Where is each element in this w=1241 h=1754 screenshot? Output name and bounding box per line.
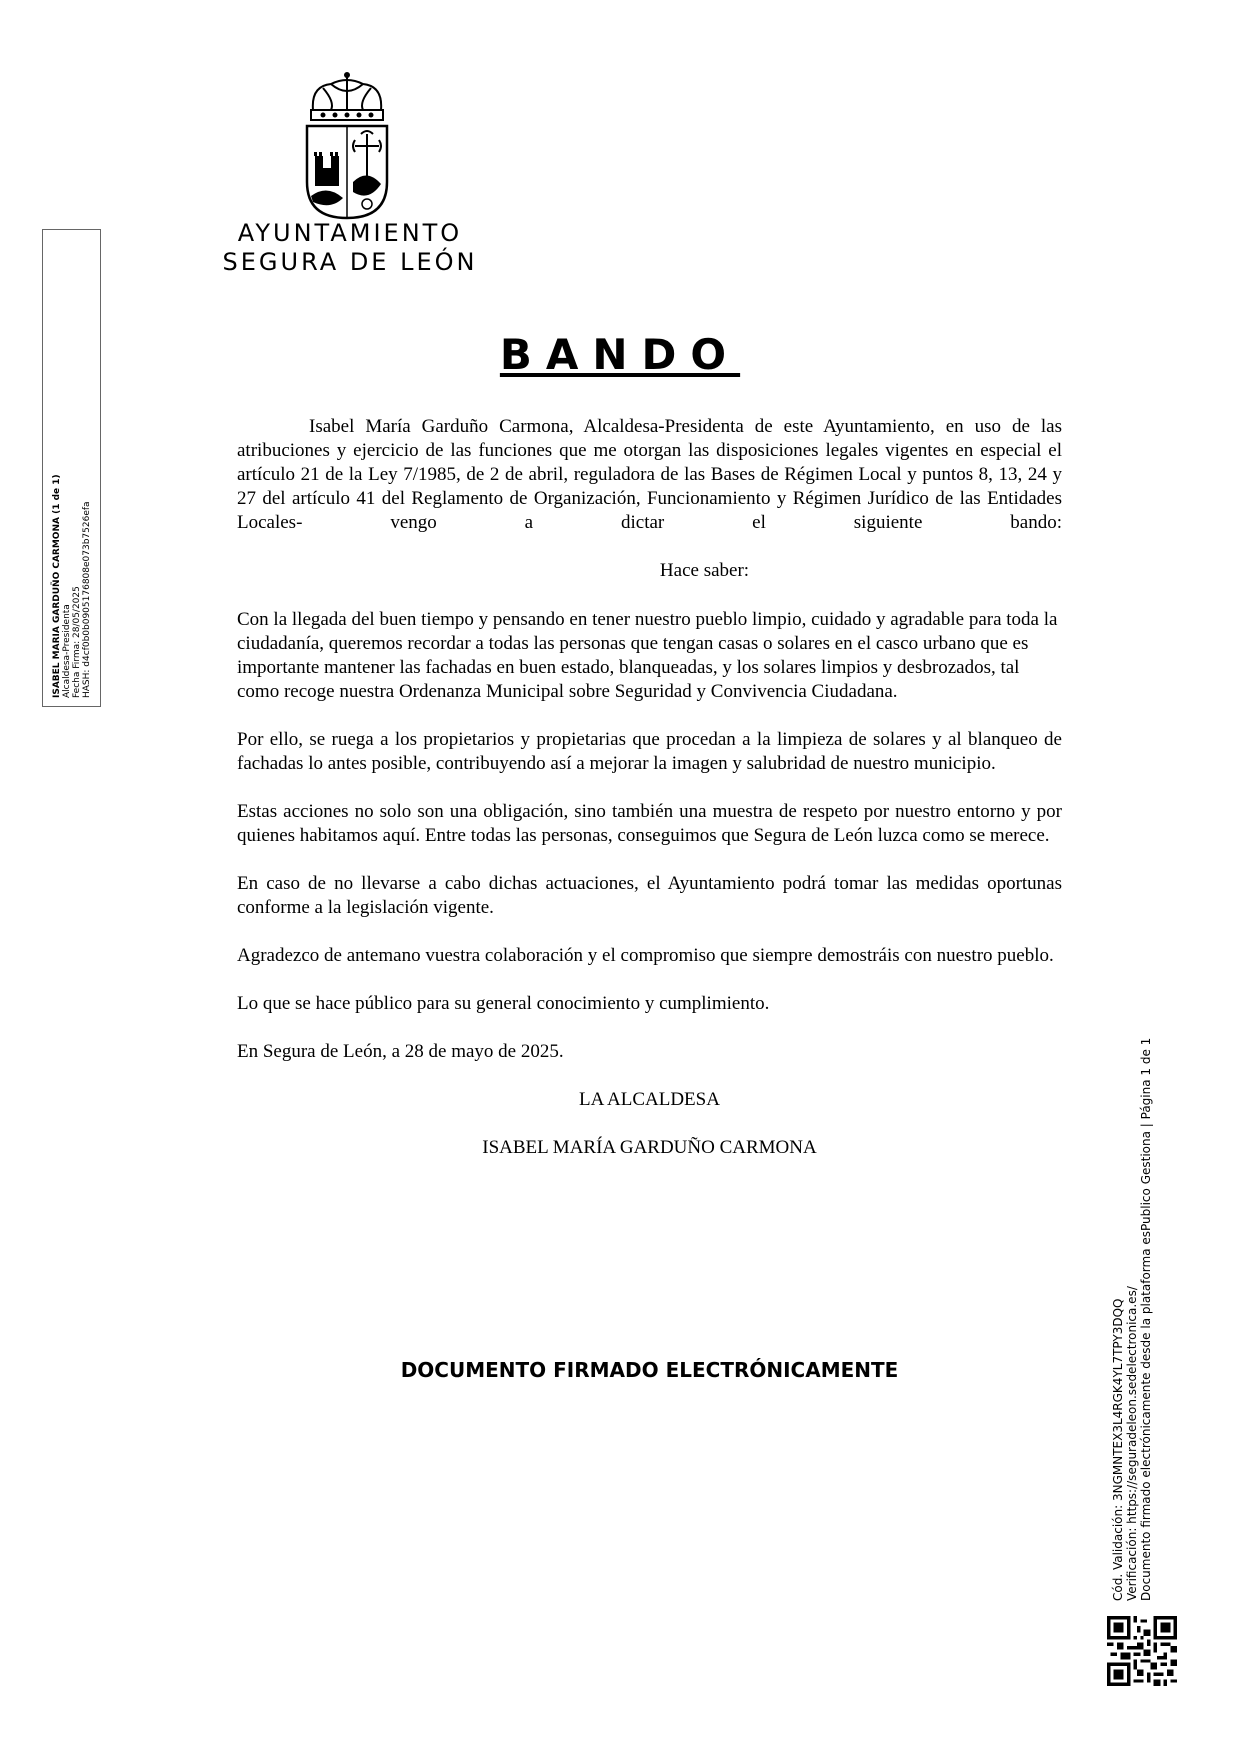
date-line: En Segura de León, a 28 de mayo de 2025. [237,1041,564,1062]
organization-name [200,219,500,277]
organization-line-1: AYUNTAMIENTO [237,219,463,247]
paragraph-3: Estas acciones no solo son una obligación, sino también una muestra de respeto por nuestro entorno y por quienes habitamos aquí. Entre todas las personas, conseguimos que Segura de León luzca como se merece. [237,801,1062,846]
qr-code-icon [1107,1616,1177,1686]
coat-of-arms-icon [301,72,393,222]
intro-paragraph: Isabel María Garduño Carmona, Alcaldesa-Presidenta de este Ayuntamiento, en uso de las atribuciones y ejercicio de las funciones que me otorgan las disposiciones legales vigentes en especial el artículo 21 de la Ley 7/1985, de 2 de abril, reguladora de las Bases de Régimen Local y puntos 8, 13, 24 y 27 del artículo 41 del Reglamento de Organización, Funcionamiento y Régimen Jurídico de las Entidades Locales- vengo a dictar el siguiente bando: [237,416,1062,533]
verification-platform: Documento firmado electrónicamente desde la plataforma esPublico Gestiona | Página 1 de 1 [1139,1037,1153,1601]
paragraph-4: En caso de no llevarse a cabo dichas actuaciones, el Ayuntamiento podrá tomar las medidas oportunas conforme a la legislación vigente. [237,873,1062,918]
signature-stamp-signer: ISABEL MARIA GARDUÑO CARMONA (1 de 1) [51,474,62,698]
paragraph-6: Lo que se hace público para su general conocimiento y cumplimiento. [237,993,770,1014]
paragraph-2: Por ello, se ruega a los propietarios y propietarias que procedan a la limpieza de solares y al blanqueo de fachadas lo antes posible, contribuyendo así a mejorar la imagen y salubridad de nuestro municipio. [237,729,1062,774]
signature-role: LA ALCALDESA [579,1089,720,1110]
electronic-signature-notice: DOCUMENTO FIRMADO ELECTRÓNICAMENTE [400,1358,899,1382]
verification-text [1111,1037,1153,1601]
signature-stamp-text [52,238,92,698]
paragraph-1: Con la llegada del buen tiempo y pensando en tener nuestro pueblo limpio, cuidado y agradable para toda la ciudadanía, queremos recordar a todas las personas que tengan casas o solares en el casco urbano que es importante mantener las fachadas en buen estado, blanqueadas, y los solares limpios y desbrozados, tal como recoge nuestra Ordenanza Municipal sobre Seguridad y Convivencia Ciudadana. [237,609,1058,702]
verification-url: Verificación: https://seguradeleon.sedelectronica.es/ [1125,1286,1139,1601]
signature-stamp-box [42,229,101,707]
signature-stamp-hash: HASH: d4cf0b0b0905176808e073b7526efa [81,501,92,698]
verification-code: Cód. Validación: 3NGMNTEX3L4RGK4YL7TPY3DQQ [1111,1298,1125,1601]
verification-block [1075,1037,1189,1601]
paragraph-5: Agradezco de antemano vuestra colaboración y el compromiso que siempre demostráis con nuestro pueblo. [237,945,1054,966]
hace-saber: Hace saber: [659,560,750,581]
document-title: BANDO [499,330,741,379]
document-body [237,415,1062,1184]
signature-stamp-date: Fecha Firma: 28/05/2025 [71,586,82,698]
signature-name: ISABEL MARÍA GARDUÑO CARMONA [482,1137,817,1158]
organization-line-2: SEGURA DE LEÓN [222,248,478,276]
signature-stamp-role: Alcaldesa-Presidenta [61,604,72,698]
